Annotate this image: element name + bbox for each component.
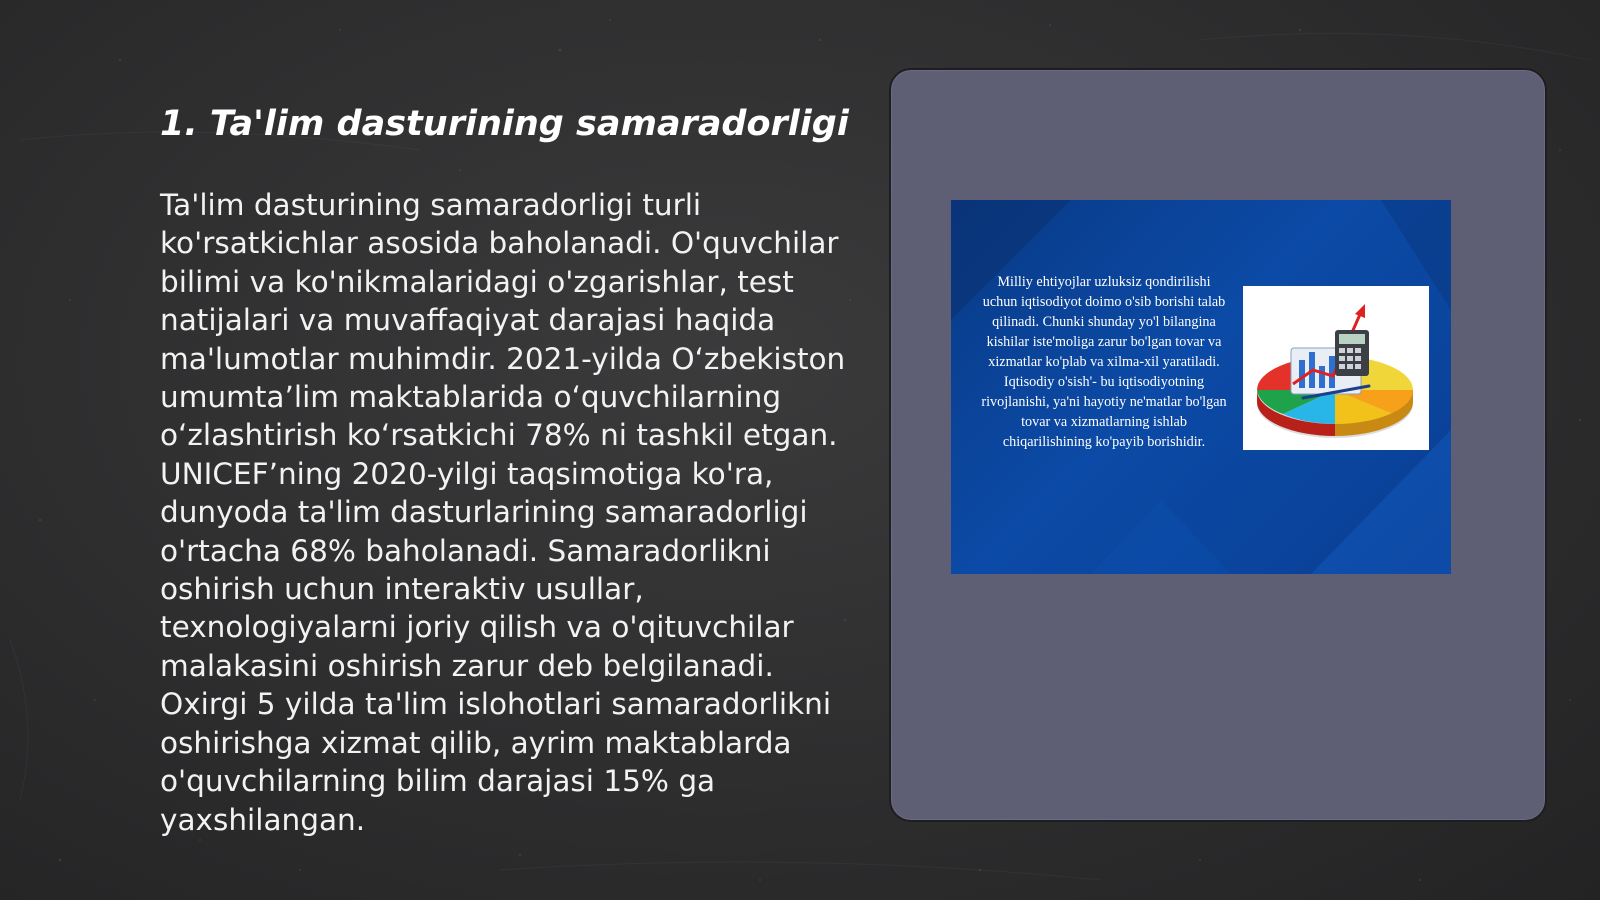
body-paragraph: Ta'lim dasturining samaradorligi turli ko'rsatkichlar asosida baholanadi. O'quvchilar bilimi va ko'nikmalaridagi o'zgarishlar, test natijalari va muvaffaqiyat darajasi haqida ma'lumotlar muhimdir. 2021-yilda O‘zbekiston umumta’lim maktablarida o‘quvchilarning o‘zlashtirish ko‘rsatkichi 78% ni tashkil etgan. UNICEF’ning 2020-yilgi taqsimotiga ko'ra, dunyoda ta'lim dasturlarining samaradorligi o'rtacha 68% baholanadi. Samaradorlikni oshirish uchun interaktiv usullar, texnologiyalarni joriy qilish va o'qituvchilar malakasini oshirish zarur deb belgilanadi. Oxirgi 5 yilda ta'lim islohotlari samaradorlikni oshirishga xizmat qilib, ayrim maktablarda o'quvchilarning bilim darajasi 15% ga yaxshilangan.: [160, 188, 846, 837]
embedded-slide: [951, 200, 1451, 574]
pie-chart-with-calculator-icon: [1243, 286, 1429, 450]
slide-text: Milliy ehtiyojlar uzluksiz qondirilishi uchun iqtisodiyot doimo o'sib borishi talab qilinadi. Chunki shunday yo'l bilangina kishilar iste'moliga zarur bo'lgan tovar va xizmatlar ko'plab va xilma-xil yaratiladi. Iqtisodiy o'sish'- bu iqtisodiyotning rivojlanishi, ya'ni hayotiy ne'matlar bo'lgan tovar va xizmatlarning ishlab chiqarilishining ko'payib borishidir.: [981, 274, 1227, 450]
page-title: 1. Ta'lim dasturining samaradorligi: [160, 104, 849, 144]
slide-image: [1243, 286, 1429, 450]
